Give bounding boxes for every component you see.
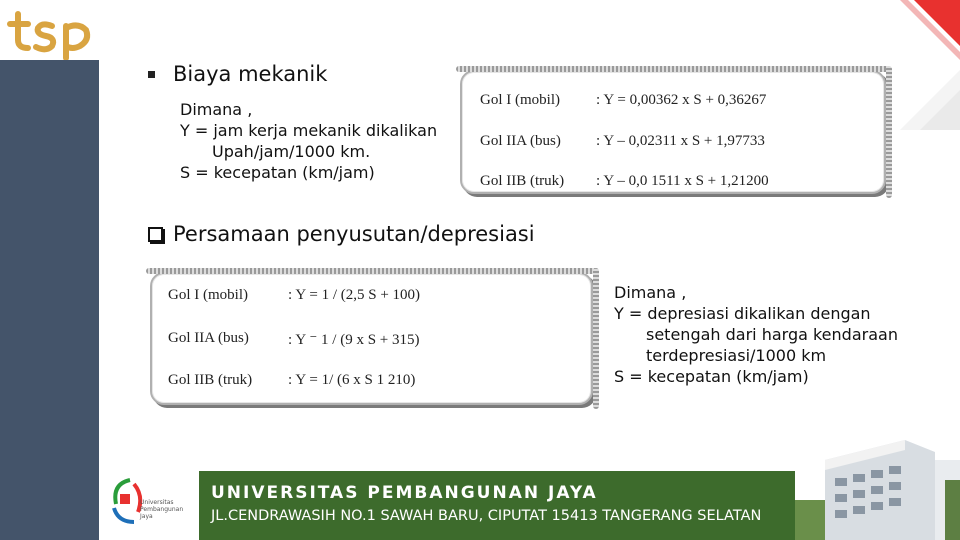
upj-university-logo: [104, 474, 194, 536]
formula-row: [152, 372, 591, 394]
note-line: Y = depresiasi dikalikan dengan: [614, 304, 871, 323]
note-line: Y = jam kerja mekanik dikalikan: [180, 121, 438, 140]
formula-row: [152, 287, 591, 309]
formula-box-mekanik: [460, 70, 886, 194]
note-line: S = kecepatan (km/jam): [614, 367, 809, 386]
bullet-persamaan-penyusutan: [148, 222, 535, 246]
formula-expression: : Y – 0,0 1511 x S + 1,21200: [596, 173, 769, 189]
corner-decoration: [900, 0, 960, 130]
formula-label: Gol I (mobil): [168, 287, 248, 303]
note-line: Dimana ,: [180, 100, 253, 119]
note-line: Upah/jam/1000 km.: [212, 142, 371, 161]
university-address: JL.CENDRAWASIH NO.1 SAWAH BARU, CIPUTAT 15413 TANGERANG SELATAN: [211, 508, 762, 524]
note-line: terdepresiasi/1000 km: [646, 346, 827, 365]
formula-label: Gol I (mobil): [480, 92, 560, 108]
formula-label: Gol IIB (truk): [480, 173, 565, 189]
formula-box-depresiasi: [150, 272, 593, 405]
note-line: setengah dari harga kendaraan: [646, 325, 898, 344]
formula-row: [462, 173, 884, 195]
formula-expression: : Y – 0,02311 x S + 1,97733: [596, 133, 765, 149]
square-bullet-icon: [148, 71, 155, 78]
formula-row: [462, 92, 884, 114]
checkbox-bullet-icon: [148, 227, 163, 242]
university-name: UNIVERSITAS PEMBANGUNAN JAYA: [211, 483, 598, 503]
note-line: Dimana ,: [614, 283, 687, 302]
formula-row: [152, 330, 591, 352]
section2-note: [614, 282, 898, 387]
section2-heading: Persamaan penyusutan/depresiasi: [173, 222, 535, 246]
formula-expression: : Y = 1/ (6 x S 1 210): [288, 372, 416, 388]
section1-heading: Biaya mekanik: [173, 62, 328, 86]
formula-expression: : Y ⁻ 1 / (9 x S + 315): [288, 332, 420, 348]
formula-label: Gol IIB (truk): [168, 372, 253, 388]
logo-caption: Universitas: [140, 499, 174, 506]
tsp-logo: [6, 6, 96, 60]
formula-expression: : Y = 0,00362 x S + 0,36267: [596, 92, 767, 108]
campus-building-photo: [795, 430, 960, 540]
left-sidebar-bar: [0, 60, 99, 540]
university-banner: [199, 471, 795, 540]
note-line: S = kecepatan (km/jam): [180, 163, 375, 182]
formula-label: Gol IIA (bus): [168, 330, 249, 346]
formula-label: Gol IIA (bus): [480, 133, 561, 149]
section1-note: [180, 99, 437, 183]
logo-caption: Jaya: [140, 513, 153, 520]
formula-expression: : Y = 1 / (2,5 S + 100): [288, 287, 421, 303]
logo-caption: Pembangunan: [140, 506, 184, 513]
formula-row: [462, 133, 884, 155]
bullet-biaya-mekanik: [148, 62, 327, 86]
